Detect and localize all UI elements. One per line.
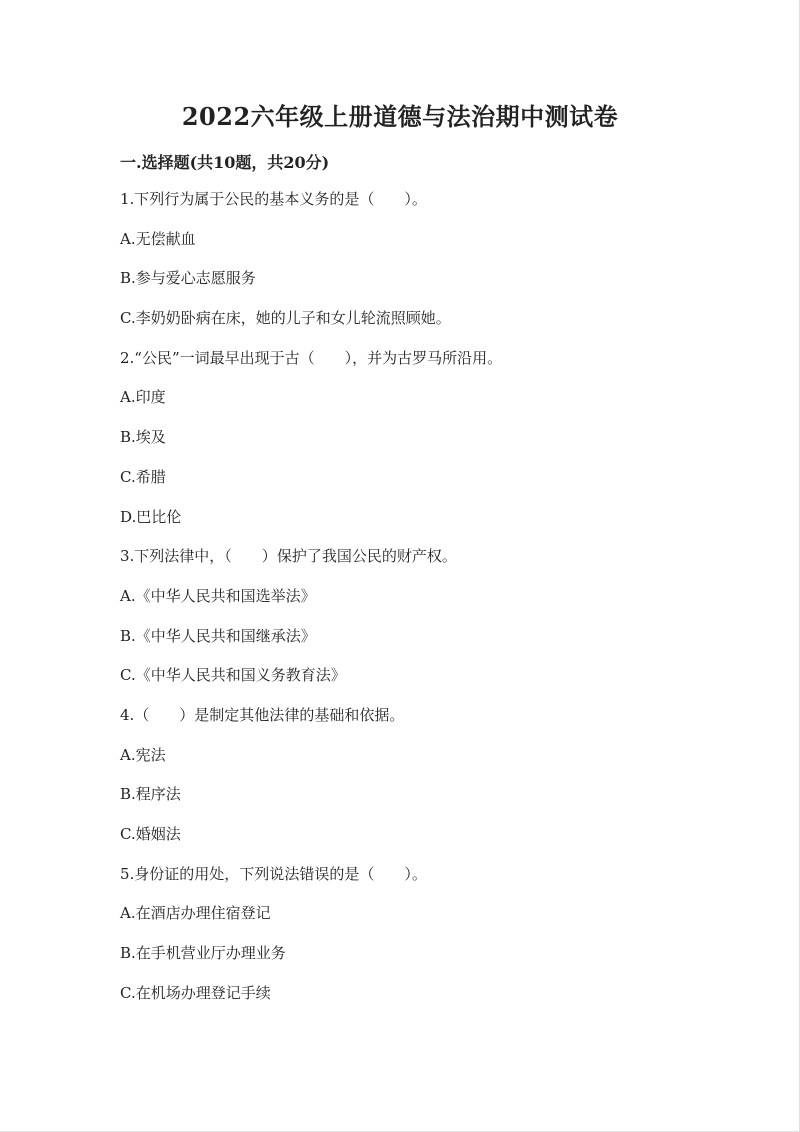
option-4c: C.婚姻法 [120,825,181,843]
option-1a: A.无偿献血 [120,229,196,248]
option-4b: B.程序法 [120,785,181,804]
option-3a: A.《中华人民共和国选举法》 [120,586,316,605]
option-2c: C.希腊 [120,467,166,486]
option-1b: B.参与爱心志愿服务 [120,269,256,288]
option-5a: A.在酒店办理住宿登记 [120,904,271,923]
option-2a: A.印度 [120,388,166,407]
question-1: 1.下列行为属于公民的基本义务的是（ ）。 [120,190,427,208]
option-3b: B.《中华人民共和国继承法》 [120,626,316,645]
option-5b: B.在手机营业厅办理业务 [120,944,286,963]
section-heading: 一.选择题(共10题，共20分) [120,153,330,172]
page-title: 2022六年级上册道德与法治期中测试卷 [181,102,619,131]
option-1c: C.李奶奶卧病在床，她的儿子和女儿轮流照顾她。 [120,309,451,328]
option-2d: D.巴比伦 [120,507,182,526]
question-2: 2.“公民”一词最早出现于古（ ），并为古罗马所沿用。 [120,348,503,367]
option-4a: A.宪法 [120,745,166,764]
option-5c: C.在机场办理登记手续 [120,983,271,1002]
option-2b: B.埃及 [120,428,166,447]
option-3c: C.《中华人民共和国义务教育法》 [120,666,346,685]
question-3: 3.下列法律中，（ ）保护了我国公民的财产权。 [120,547,457,566]
question-list [120,188,740,1021]
question-4: 4.（ ）是制定其他法律的基础和依据。 [120,705,405,724]
question-5: 5.身份证的用处，下列说法错误的是（ ）。 [120,864,427,883]
